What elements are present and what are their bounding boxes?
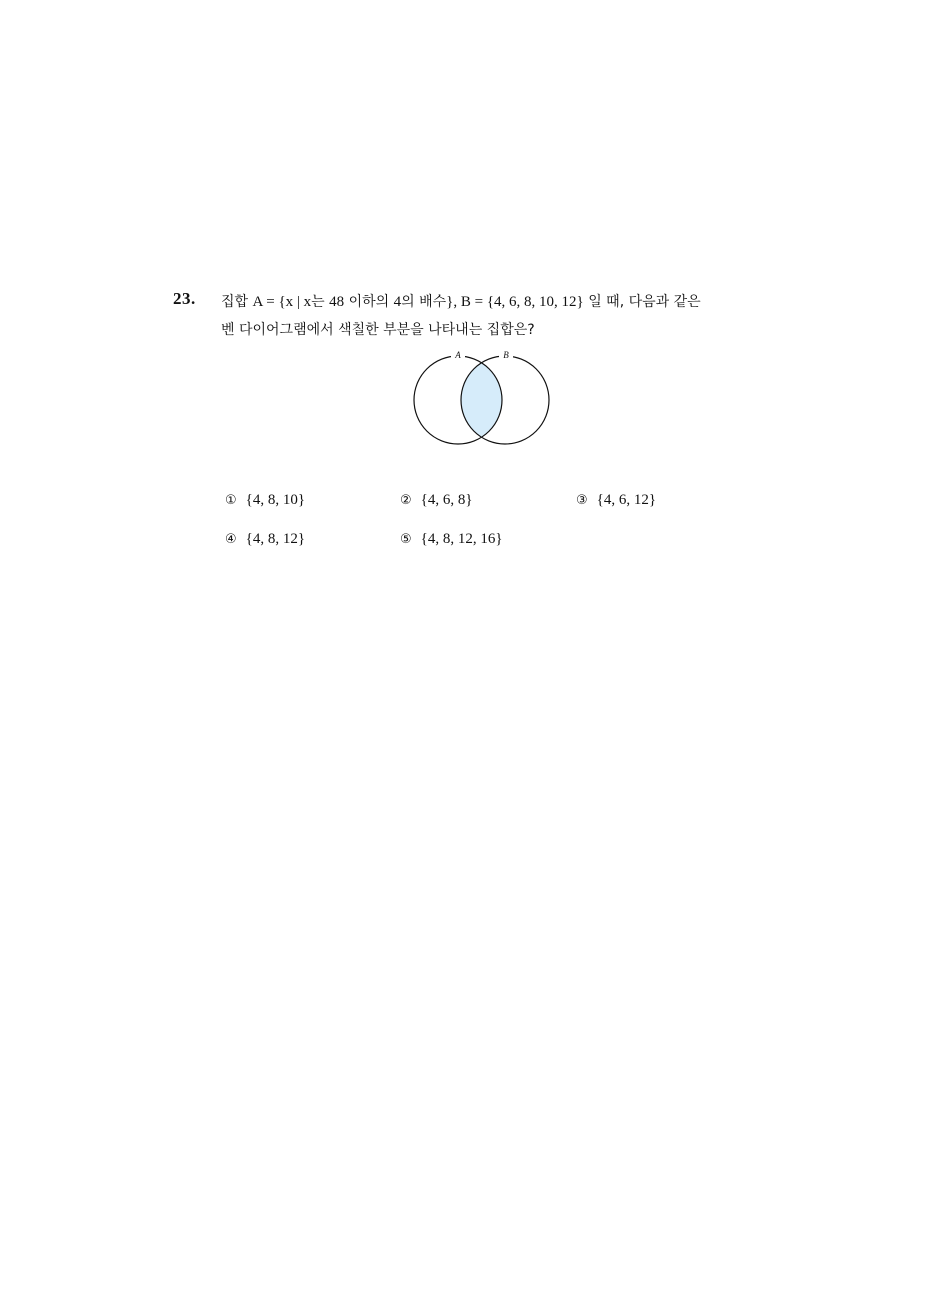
choice-4-marker: ④: [225, 532, 237, 547]
choice-1-text: {4, 8, 10}: [245, 492, 306, 508]
set-a-condition-3: 의 배수: [401, 294, 447, 310]
question-prefix: 집합: [221, 294, 253, 310]
choice-3[interactable]: [576, 492, 656, 509]
choice-1-marker: ①: [225, 493, 237, 508]
choice-5-text: {4, 8, 12, 16}: [420, 531, 503, 547]
venn-diagram: [408, 344, 558, 448]
choice-3-marker: ③: [576, 493, 588, 508]
choice-1[interactable]: [225, 492, 305, 509]
problem-number: 23.: [173, 289, 196, 308]
set-a-condition-1: 는: [311, 294, 330, 310]
choice-4[interactable]: [225, 531, 305, 548]
set-a-condition-2: 이하의: [344, 294, 394, 310]
question-text: [221, 288, 761, 344]
choice-3-text: {4, 6, 12}: [596, 492, 657, 508]
set-a-definition-tail: },: [446, 294, 461, 310]
question-line-1: [221, 288, 761, 316]
question-suffix: 일 때, 다음과 같은: [583, 294, 701, 310]
choice-2-marker: ②: [400, 493, 412, 508]
choice-5-marker: ⑤: [400, 532, 412, 547]
set-b-definition: B = {4, 6, 8, 10, 12}: [460, 294, 584, 310]
set-a-number-4: 4: [393, 294, 402, 310]
set-a-number-48: 48: [329, 294, 345, 310]
question-line-2: 벤 다이어그램에서 색칠한 부분을 나타내는 집합은?: [221, 322, 535, 338]
choice-5[interactable]: [400, 531, 503, 548]
set-b-label: B: [503, 350, 509, 360]
choice-2[interactable]: [400, 492, 473, 509]
set-a-label: A: [455, 350, 461, 360]
set-a-definition-head: A = {x | x: [252, 294, 312, 310]
choice-4-text: {4, 8, 12}: [245, 531, 306, 547]
choice-2-text: {4, 6, 8}: [420, 492, 473, 508]
